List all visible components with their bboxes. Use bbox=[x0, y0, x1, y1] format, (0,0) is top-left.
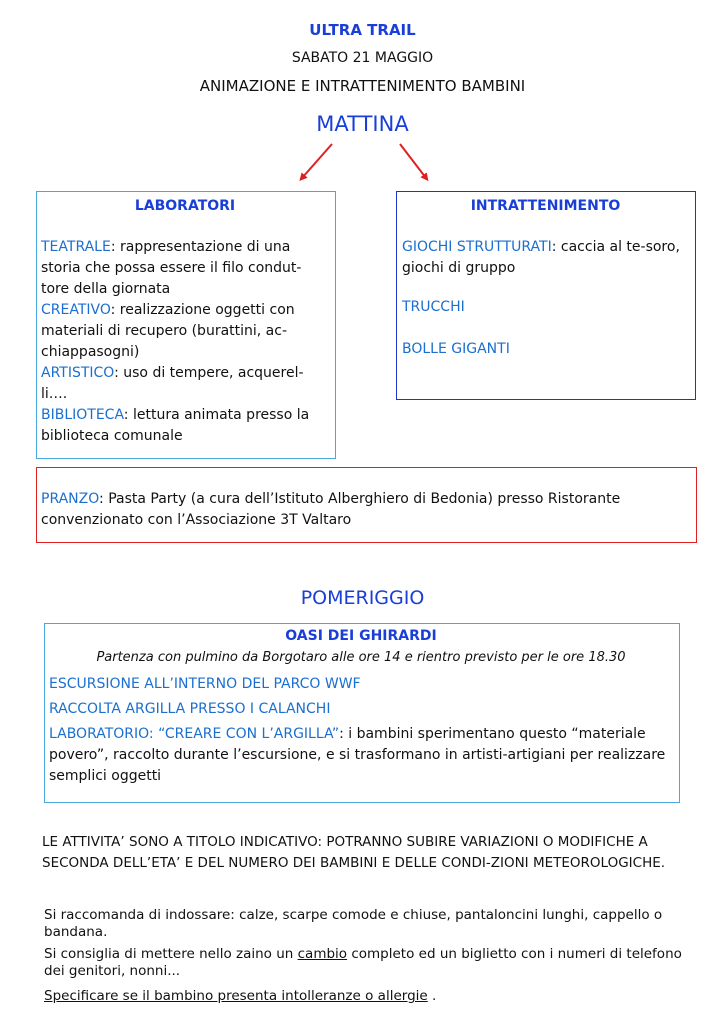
arrow-left-icon bbox=[302, 144, 332, 178]
item-text: : uso di tempere, acquerel-li…. bbox=[41, 365, 304, 402]
laboratori-item-teatrale bbox=[41, 237, 329, 300]
branch-arrows bbox=[280, 140, 440, 185]
laboratori-item-artistico bbox=[41, 363, 329, 405]
allergies-text bbox=[44, 988, 684, 1005]
item-text: : i bambini sperimentano questo “materiale povero”, raccolto durante l’escursione, e si trasformano in artisti-artigiani per realizzare semplici oggetti bbox=[49, 726, 666, 784]
intrattenimento-item-giochi bbox=[402, 237, 689, 279]
laboratori-heading: LABORATORI bbox=[134, 198, 236, 214]
oasi-heading: OASI DEI GHIRARDI bbox=[285, 628, 437, 644]
item-text: : realizzazione oggetti con materiali di recupero (burattini, ac-chiappasogni) bbox=[41, 302, 295, 360]
pranzo-description: : Pasta Party (a cura dell’Istituto Alberghiero di Bedonia) presso Ristorante convenzionato con l’Associazione 3T Valtaro bbox=[41, 491, 621, 528]
item-label: TEATRALE bbox=[41, 239, 111, 255]
recommendation-text: Si raccomanda di indossare: calze, scarpe comode e chiuse, pantaloncini lunghi, cappello o bandana. bbox=[44, 907, 663, 940]
item-text: : rappresentazione di una storia che possa essere il filo condut-tore della giornata bbox=[41, 239, 302, 297]
pranzo-text bbox=[41, 489, 690, 531]
item-text: : caccia al te-soro, giochi di gruppo bbox=[402, 239, 680, 276]
morning-title: MATTINA bbox=[316, 112, 409, 136]
pranzo-box bbox=[36, 467, 697, 543]
item-label: BIBLIOTECA bbox=[41, 407, 124, 423]
departure-info: Partenza con pulmino da Borgotaro alle ore 14 e rientro previsto per le ore 18.30 bbox=[96, 650, 626, 665]
advice-pre: Si consiglia di mettere nello zaino un bbox=[44, 946, 298, 962]
advice-post: completo ed un biglietto con i numeri di telefono dei genitori, nonni... bbox=[44, 946, 682, 979]
afternoon-item-raccolta: RACCOLTA ARGILLA PRESSO I CALANCHI bbox=[49, 701, 331, 717]
item-label: TRUCCHI bbox=[402, 299, 465, 315]
page-title: ULTRA TRAIL bbox=[309, 21, 416, 39]
laboratori-item-creativo bbox=[41, 300, 329, 363]
advice-underlined: cambio bbox=[297, 946, 348, 962]
arrow-right-icon bbox=[400, 144, 426, 178]
allergies-underlined: Specificare se il bambino presenta intolleranze o allergie bbox=[44, 988, 428, 1004]
intrattenimento-box bbox=[396, 191, 696, 400]
afternoon-item-laboratorio bbox=[49, 724, 673, 787]
afternoon-title: POMERIGGIO bbox=[300, 587, 425, 609]
laboratori-item-biblioteca bbox=[41, 405, 329, 447]
intrattenimento-item-trucchi bbox=[402, 297, 689, 318]
allergies-end: . bbox=[427, 988, 437, 1004]
intrattenimento-item-bolle bbox=[402, 339, 689, 360]
item-label: LABORATORIO: “CREARE CON L’ARGILLA” bbox=[49, 726, 340, 742]
advice-text bbox=[44, 946, 684, 980]
pranzo-label: PRANZO bbox=[41, 491, 100, 507]
oasi-box bbox=[44, 623, 680, 803]
item-text: : lettura animata presso la biblioteca comunale bbox=[41, 407, 310, 444]
item-label: GIOCHI STRUTTURATI bbox=[402, 239, 552, 255]
notice-text: LE ATTIVITA’ SONO A TITOLO INDICATIVO: POTRANNO SUBIRE VARIAZIONI O MODIFICHE A SECONDA DELL’ETA’ E DEL NUMERO DEI BAMBINI E DELLE CONDI-ZIONI METEOROLOGICHE. bbox=[42, 834, 666, 871]
laboratori-box bbox=[36, 191, 336, 459]
intrattenimento-heading: INTRATTENIMENTO bbox=[470, 198, 621, 214]
afternoon-item-escursione: ESCURSIONE ALL’INTERNO DEL PARCO WWF bbox=[49, 676, 361, 692]
subtitle: ANIMAZIONE E INTRATTENIMENTO BAMBINI bbox=[199, 77, 526, 95]
item-label: BOLLE GIGANTI bbox=[402, 341, 510, 357]
item-label: CREATIVO bbox=[41, 302, 111, 318]
item-label: ARTISTICO bbox=[41, 365, 115, 381]
event-date: SABATO 21 MAGGIO bbox=[291, 50, 434, 66]
